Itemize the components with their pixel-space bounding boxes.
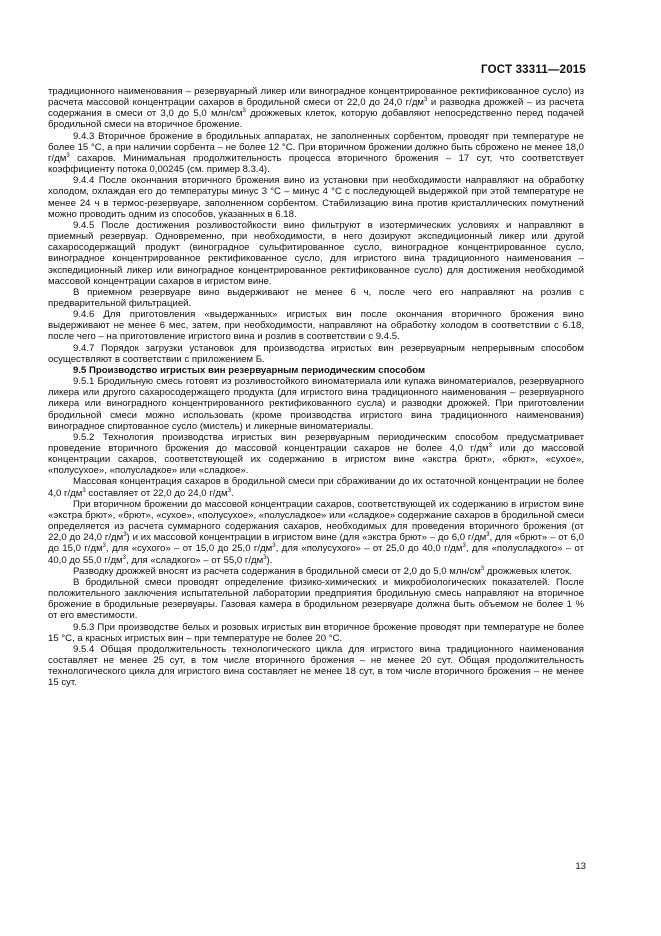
paragraph-9-5-3: 9.5.3 При производстве белых и розовых игристых вин вторичное брожение проводят при температуре не более 15 °С, а красных игристых вин – при температуре не более 20 °С. (48, 621, 584, 644)
paragraph-mass-concentration: Массовая концентрация сахаров в бродильной смеси при сбраживании до их остаточной концентрации не более 4,0 $г/дм^3$ составляет от 22,0 до 24,0 $г/дм^3$. (48, 476, 584, 499)
paragraph-yeast: Разводку дрожжей вносят из расчета содержания в бродильной смеси от 2,0 до 5,0 млн/$см^3$ дрожжевых клеток. (73, 565, 572, 577)
paragraph-9-4-4: 9.4.4 После окончания вторичного брожения вино из установки при необходимости направляют на обработку холодом, охлаждая его до температуры минус 3 °С – минус 4 °С с последующей выдержкой при этой температуре не менее 24 ч в термос-резервуаре, заполненном сорбентом. Стабилизацию вина против кристаллических помутнений можно проводить одним из способов, указанных в 6.18. (48, 175, 584, 220)
paragraph-continuation: традиционного наименования – резервуарный ликер или виноградное концентрированное ректификованное сусло) из расчета массовой концентрации сахаров в бродильной смеси от 22,0 до 24,0 $г/дм^3$ и разводка дрожжей – из расчета содержания в смеси от 3,0 до 5,0 млн/$см^3$ дрожжевых клеток, которую добавляют непосредственно перед подачей бродильной смеси на вторичное брожение. (48, 86, 584, 131)
page-number: 13 (575, 861, 586, 872)
paragraph-9-5-4: 9.5.4 Общая продолжительность технологического цикла для игристого вина традиционного наименования составляет не менее 25 сут, в том числе вторичного брожения – не менее 20 сут. Общая продолжительность технологического цикла для игристого вина составляет не менее 18 сут, в том числе вторичного брожения – не менее 15 сут. (48, 643, 584, 689)
paragraph-9-4-3: 9.4.3 Вторичное брожение в бродильных аппаратах, не заполненных сорбентом, проводят при температуре не более 15 °С, а при наличии сорбента – не более 12 °С. При вторичном брожении должно быть сброжено не менее 18,0 $г/дм^3$ сахаров. Минимальная продолжительность процесса вторичного брожения – 17 сут, что соответствует коэффициенту потока 0,00245 (см. пример 8.3.4). (48, 130, 584, 176)
paragraph-9-5-1: 9.5.1 Бродильную смесь готовят из розливостойкого виноматериала или купажа виноматериалов, резервуарного ликера или другого сахаросодержащего продукта (для игристого вина традиционного наименования – резервуарного ликера или виноградного концентрированного ректификованного сусла) и разводки дрожжей. При приготовлении бродильной смеси можно использовать (кроме производства игристого вина традиционного наименования) виноградное спиртованное сусло (мистель) и ликерные виноматериалы. (48, 376, 584, 432)
paragraph-9-5-2: 9.5.2 Технология производства игристых вин резервуарным периодическим способом предусматривает проведение вторичного брожения до массовой концентрации сахаров не более 4,0 $г/дм^3$ или до массовой концентрации сахаров, соответствующей их содержанию в игристом вине «экстра брют», «брют», «сухое», «полусухое», «полусладкое» или «сладкое». (48, 431, 584, 477)
document-body (48, 86, 584, 688)
paragraph-9-4-5: 9.4.5 После достижения розливостойкости вино фильтруют в изотермических условиях и направляют в приемный резервуар. Одновременно, при необходимости, в него дозируют экспедиционный ликер или другой сахаросодержащий продукт (виноградное сульфитированное сусло, виноградное концентрированное сусло, виноградное концентрированное ректификованное сусло, для игристого вина традиционного наименования – экспедиционный ликер или виноградное концентрированное ректификованное сусло) для достижения необходимой массовой концентрации сахаров в игристом вине. (48, 219, 584, 287)
paragraph-secondary-fermentation: При вторичном брожении до массовой концентрации сахаров, соответствующей их содержанию в игристом вине «экстра брют», «брют», «сухое», «полусухое», «полусладкое» или «сладкое» содержание сахаров в бродильной смеси определяется из расчета суммарного содержания сахаров, необходимых для проведения вторичного брожения (от 22,0 до 24,0 $г/дм^3$) и их массовой концентрации в игристом вине (для «экстра брют» – до 6,0 $г/дм^3$, для «брют» – от 6,0 до 15,0 $г/дм^3$, для «сухого» – от 15,0 до 25,0 $г/дм^3$, для «полусухого» – от 25,0 до 40,0 $г/дм^3$, для «полусладкого» – от 40,0 до 55,0 $г/дм^3$, для «сладкого» – от 55,0 $г/дм^3$). (48, 498, 584, 566)
paragraph-receiving-tank: В приемном резервуаре вино выдерживают не менее 6 ч, после чего его направляют на розлив с предварительной фильтрацией. (48, 286, 584, 309)
paragraph-9-4-7: 9.4.7 Порядок загрузки установок для производства игристых вин резервуарным непрерывным способом осуществляют в соответствии с приложением Б. (48, 342, 584, 365)
paragraph-9-4-6: 9.4.6 Для приготовления «выдержанных» игристых вин после окончания вторичного брожения вино выдерживают не менее 6 мес, затем, при необходимости, направляют на обработку холодом в соответствии с 6.18, после чего – на приготовление игристого вина и розлив в соответствии с 9.4.5. (48, 309, 584, 343)
document-standard-header: ГОСТ 33311—2015 (481, 64, 586, 76)
paragraph-analysis: В бродильной смеси проводят определение физико-химических и микробиологических показателей. После положительного заключения испытательной лаборатории предприятия бродильную смесь направляют на вторичное брожение в бродильные резервуары. Газовая камера в бродильном резервуаре должна быть объемом не более 1 % от его вместимости. (48, 576, 584, 622)
section-heading-9-5: 9.5 Производство игристых вин резервуарным периодическим способом (73, 364, 426, 376)
